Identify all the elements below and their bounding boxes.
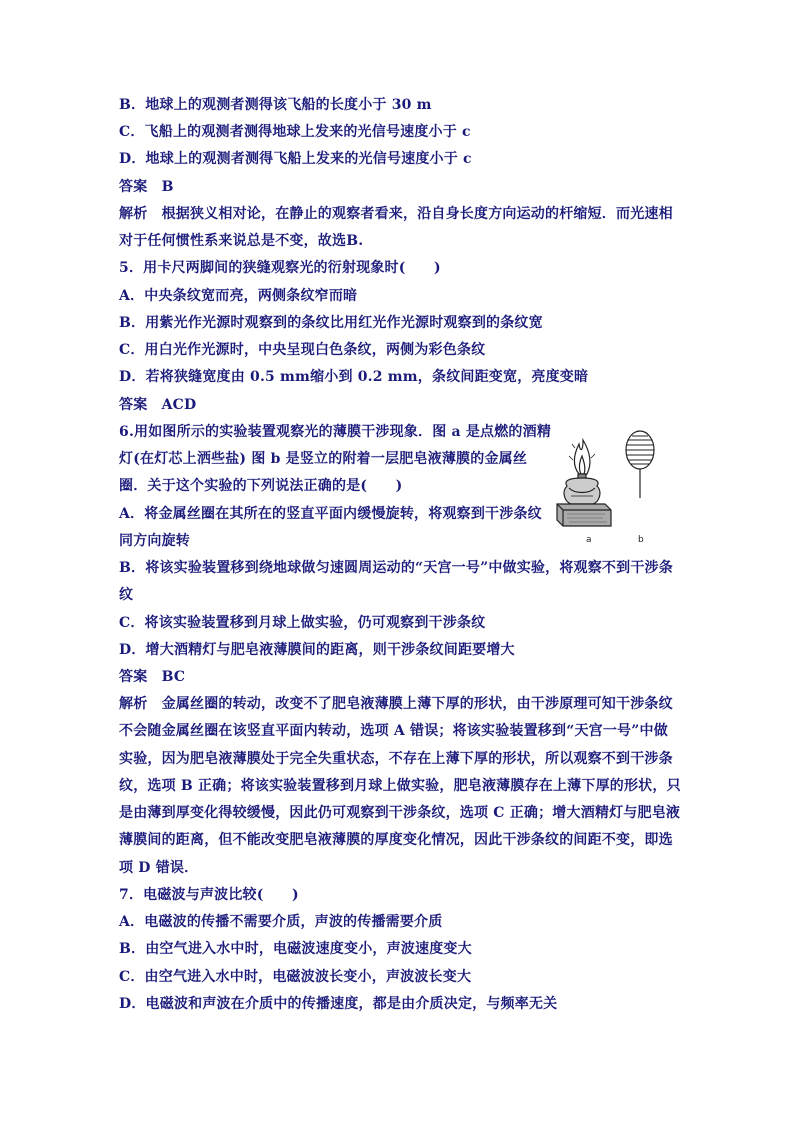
q5-option-b: B．用紫光作光源时观察到的条纹比用红光作光源时观察到的条纹宽 <box>119 315 543 331</box>
q6-stem-line-1: 6.用如图所示的实验装置观察光的薄膜干涉现象．图 a 是点燃的酒精 <box>119 424 552 440</box>
q4-option-d: D．地球上的观测者测得飞船上发来的光信号速度小于 c <box>119 151 472 167</box>
q5-option-a: A．中央条纹宽而亮，两侧条纹窄而暗 <box>119 288 358 304</box>
q6-analysis-line-1: 解析 金属丝圈的转动，改变不了肥皂液薄膜上薄下厚的形状，由干涉原理可知干涉条纹 <box>119 696 673 712</box>
wire-loop-figure <box>620 430 660 500</box>
q5-option-d: D．若将狭缝宽度由 0.5 mm缩小到 0.2 mm，条纹间距变宽，亮度变暗 <box>119 369 589 385</box>
q5-answer: 答案 ACD <box>119 397 197 413</box>
q6-analysis-line-4: 纹，选项 B 正确；将该实验装置移到月球上做实验，肥皂液薄膜存在上薄下厚的形状，只 <box>119 778 681 794</box>
q6-stem-line-3: 圈．关于这个实验的下列说法正确的是( ) <box>119 478 403 494</box>
q7-option-a: A．电磁波的传播不需要介质，声波的传播需要介质 <box>119 914 443 930</box>
q6-option-d: D．增大酒精灯与肥皂液薄膜间的距离，则干涉条纹间距要增大 <box>119 642 515 658</box>
q5-stem: 5．用卡尺两脚间的狭缝观察光的衍射现象时( ) <box>119 260 441 276</box>
q6-analysis-line-7: 项 D 错误． <box>119 860 199 876</box>
q6-analysis-line-5: 是由薄到厚变化得较缓慢，因此仍可观察到干涉条纹，选项 C 正确；增大酒精灯与肥皂液 <box>119 805 681 821</box>
q4-option-c: C．飞船上的观测者测得地球上发来的光信号速度小于 c <box>119 124 471 140</box>
figure-b-label: b <box>638 535 644 545</box>
q6-stem-line-2: 灯(在灯芯上洒些盐) 图 b 是竖立的附着一层肥皂液薄膜的金属丝 <box>119 451 528 467</box>
figure-a-label: a <box>586 535 592 545</box>
q6-option-a-line-1: A．将金属丝圈在其所在的竖直平面内缓慢旋转，将观察到干涉条纹 <box>119 506 542 522</box>
q6-option-c: C．将该实验装置移到月球上做实验，仍可观察到干涉条纹 <box>119 615 486 631</box>
q7-stem: 7．电磁波与声波比较( ) <box>119 887 299 903</box>
q5-option-c: C．用白光作光源时，中央呈现白色条纹，两侧为彩色条纹 <box>119 342 486 358</box>
q4-analysis-line-1: 解析 根据狭义相对论，在静止的观察者看来，沿自身长度方向运动的杆缩短．而光速相 <box>119 206 673 222</box>
q4-option-b: B．地球上的观测者测得该飞船的长度小于 30 m <box>119 97 432 113</box>
q6-answer: 答案 BC <box>119 669 186 685</box>
q7-option-d: D．电磁波和声波在介质中的传播速度，都是由介质决定，与频率无关 <box>119 996 558 1012</box>
q6-analysis-line-6: 薄膜间的距离，但不能改变肥皂液薄膜的厚度变化情况，因此干涉条纹的间距不变，即选 <box>119 832 673 848</box>
alcohol-lamp-figure <box>553 430 615 534</box>
q6-option-b-line-2: 纹 <box>119 587 134 603</box>
q7-option-c: C．由空气进入水中时，电磁波波长变小，声波波长变大 <box>119 969 472 985</box>
q6-analysis-line-2: 不会随金属丝圈在该竖直平面内转动，选项 A 错误；将该实验装置移到“天宫一号”中做 <box>119 723 668 739</box>
q4-analysis-line-2: 对于任何惯性系来说总是不变，故选B. <box>119 233 364 249</box>
q6-analysis-line-3: 实验，因为肥皂液薄膜处于完全失重状态，不存在上薄下厚的形状，所以观察不到干涉条 <box>119 751 673 767</box>
q6-option-b-line-1: B．将该实验装置移到绕地球做匀速圆周运动的“天宫一号”中做实验，将观察不到干涉条 <box>119 560 673 576</box>
q6-option-a-line-2: 同方向旋转 <box>119 533 190 549</box>
q4-answer: 答案 B <box>119 179 174 195</box>
q7-option-b: B．由空气进入水中时，电磁波速度变小，声波速度变大 <box>119 941 472 957</box>
